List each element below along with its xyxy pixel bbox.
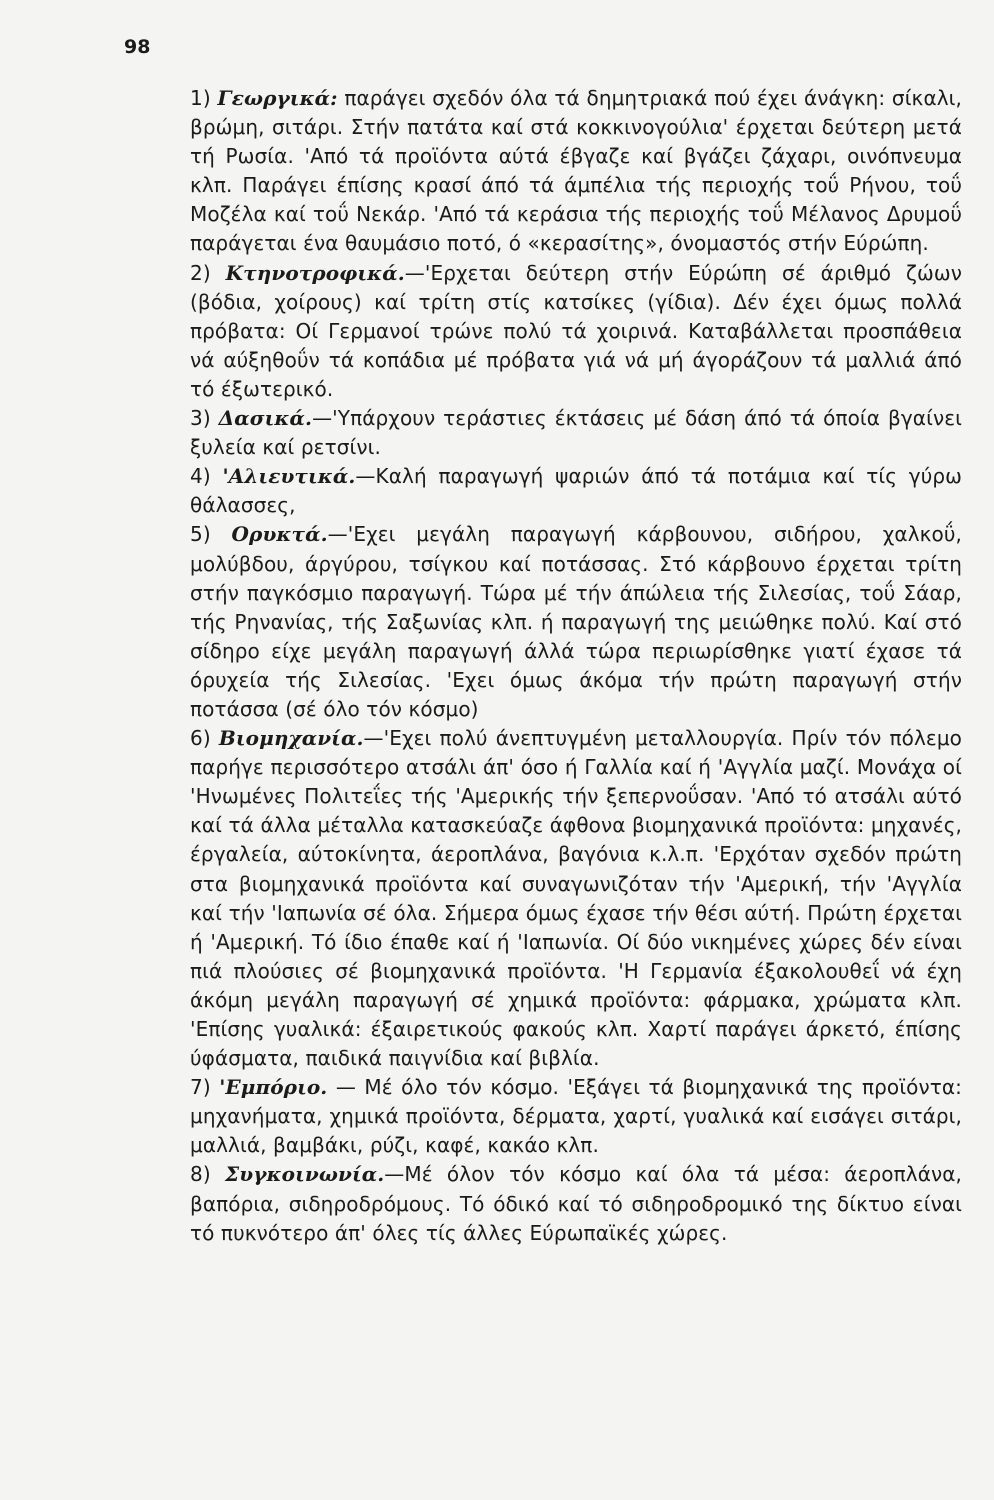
paragraph-heading: Ορυκτά. [231, 522, 328, 547]
body-text [190, 84, 962, 1248]
paragraph-heading: Δασικά. [218, 406, 313, 431]
paragraph-heading: Συγκοινωνία. [225, 1162, 385, 1187]
paragraph-body: —'Ερχεται δεύτερη στήν Εύρώπη σέ άριθμό ζώων (βόδια, χοίρους) καί τρίτη στίς κατσίκες (γίδια). Δέν έχει όμως πολλά πρόβατα: Οί Γερμανοί τρώνε πολύ τά χοιρινά. Καταβάλλεται προσπάθεια νά αύξηθοΰν τά κοπάδια μέ πρόβατα γιά νά μή άγοράζουν τά μαλλιά άπό τό έξωτερικό. [190, 260, 962, 401]
paragraph-body: —Μέ όλον τόν κόσμο καί όλα τά μέσα: άεροπλάνα, βαπόρια, σιδηροδρόμους. Τό όδικό καί τό σιδηροδρομικό της δίκτυο είναι τό πυκνότερο άπ' όλες τίς άλλες Εύρωπαϊκές χώρες. [190, 1162, 963, 1245]
paragraph-number: 8) [190, 1162, 226, 1187]
paragraph-heading: 'Αλιευτικά. [222, 464, 356, 489]
paragraph-number: 6) [190, 726, 219, 751]
paragraph-number: 5) [190, 522, 232, 547]
paragraph-heading: Γεωργικά: [217, 86, 338, 110]
page-number: 98 [124, 36, 151, 58]
paragraph-body: —'Υπάρχουν τεράστιες έκτάσεις μέ δάση άπό τά όποία βγαίνει ξυλεία καί ρετσίνι. [190, 406, 963, 460]
paragraph-body: — Μέ όλο τόν κόσμο. 'Εξάγει τά βιομηχανικά της προϊόντα: μηχανήματα, χημικά προϊόντα, δέρματα, χαρτί, γυαλικά καί εισάγει σιτάρι, μαλλιά, βαμβάκι, ρύζι, καφέ, κακάο κλπ. [190, 1075, 963, 1158]
paragraph-number: 3) [190, 406, 219, 431]
paragraph-forestry [190, 404, 962, 462]
paragraph-body: —Καλή παραγωγή ψαριών άπό τά ποτάμια καί τίς γύρω θάλασσες, [190, 464, 963, 518]
paragraph-body: —'Εχει πολύ άνεπτυγμένη μεταλλουργία. Πρίν τόν πόλεμο παρήγε περισσότερο ατσάλι άπ' όσο ή Γαλλία καί ή 'Αγγλία μαζί. Μονάχα οί 'Ηνωμένες Πολιτεΐες τής 'Αμερικής τήν ξεπερνοΰσαν. 'Από τό ατσάλι αύτό καί τά άλλα μέταλλα κατασκεύαζε άφθονα βιομηχανικά προϊόντα: μηχανές, έργαλεία, αύτοκίνητα, άεροπλάνα, βαγόνια κ.λ.π. 'Ερχόταν σχεδόν πρώτη στα βιομηχανικά προϊόντα καί συναγωνιζόταν τήν 'Αμερική, τήν 'Αγγλία καί τήν 'Ιαπωνία σέ όλα. Σήμερα όμως έχασε τήν θέσι αύτή. Πρώτη έρχεται ή 'Αμερική. Τό ίδιο έπαθε καί ή 'Ιαπωνία. Οί δύο νικημένες χώρες δέν είναι πιά πλούσιες σέ βιομηχανικά προϊόντα. 'Η Γερμανία έξακολουθεΐ νά έχη άκόμη μεγάλη παραγωγή σέ χημικά προϊόντα: φάρμακα, χρώματα κλπ. 'Επίσης γυαλικά: έξαιρετικούς φακούς κλπ. Χαρτί παράγει άρκετό, έπίσης ύφάσματα, παιδικά παιγνίδια καί βιβλία. [190, 726, 963, 1071]
paragraph-heading: 'Εμπόριο. [219, 1075, 328, 1100]
paragraph-number: 2) [190, 260, 226, 285]
paragraph-body: —'Εχει μεγάλη παραγωγή κάρβουνου, σιδήρου, χαλκοΰ, μολύβδου, άργύρου, τσίγκου καί ποτάσσας. Στό κάρβουνο έρχεται τρίτη στήν παγκόσμιο παραγωγή. Τώρα μέ τήν άπώλεια τής Σιλεσίας, τοΰ Σάαρ, τής Ρηνανίας, τής Σαξωνίας κλπ. ή παραγωγή της μειώθηκε πολύ. Καί στό σίδηρο είχε μεγάλη παραγωγή άλλά τώρα περιωρίσθηκε γιατί έχασε τά όρυχεία τής Σιλεσίας. 'Εχει όμως άκόμα τήν πρώτη παραγωγή στήν ποτάσσα (σέ όλο τόν κόσμο) [190, 522, 962, 721]
paragraph-heading: Κτηνοτροφικά. [225, 260, 405, 285]
paragraph-body: παράγει σχεδόν όλα τά δημητριακά πού έχει άνάγκη: σίκαλι, βρώμη, σιτάρι. Στήν πατάτα καί στά κοκκινογούλια' έρχεται δεύτερη μετά τή Ρωσία. 'Από τά προϊόντα αύτά έβγαζε καί βγάζει ζάχαρι, οινόπνευμα κλπ. Παράγει έπίσης κρασί άπό τά άμπέλια τής περιοχής τοΰ Ρήνου, τοΰ Μοζέλα καί τοΰ Νεκάρ. 'Από τά κεράσια τής περιοχής τοΰ Μέλανος Δρυμοΰ παράγεται ένα θαυμάσιο ποτό, ό «κερασίτης», όνομαστός στήν Εύρώπη. [190, 86, 962, 256]
paragraph-number: 1) [190, 86, 218, 110]
paragraph-fishing [190, 462, 962, 520]
paragraph-industry [190, 724, 962, 1073]
paragraph-number: 4) [190, 464, 223, 489]
paragraph-minerals [190, 520, 962, 724]
paragraph-agriculture [190, 84, 962, 259]
paragraph-heading: Βιομηχανία. [218, 726, 364, 751]
paragraph-trade [190, 1073, 962, 1160]
paragraph-livestock [190, 259, 962, 404]
paragraph-transport [190, 1160, 962, 1247]
paragraph-number: 7) [190, 1075, 220, 1100]
